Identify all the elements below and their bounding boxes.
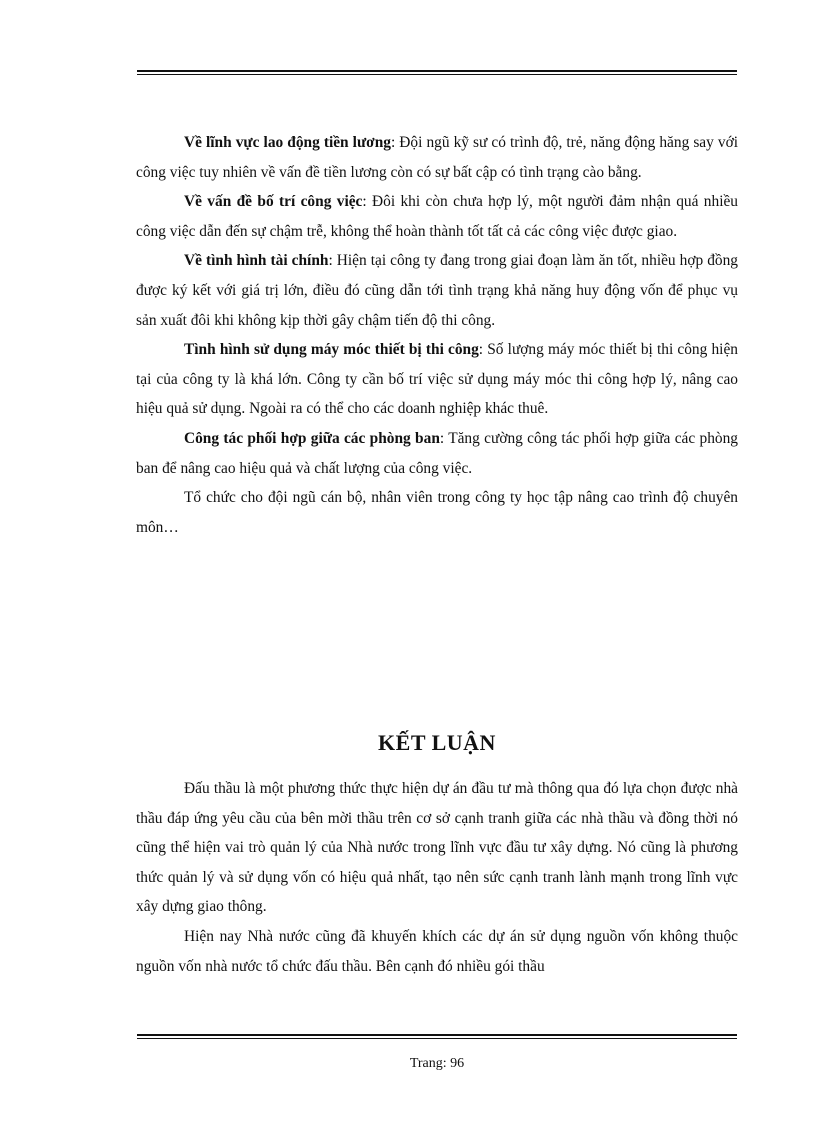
recommendations-section (136, 128, 738, 542)
paragraph-lead: Về lĩnh vực lao động tiền lương (184, 134, 391, 151)
conclusion-paragraph: Hiện nay Nhà nước cũng đã khuyến khích các dự án sử dụng nguồn vốn không thuộc nguồn vốn nhà nước tổ chức đấu thầu. Bên cạnh đó nhiều gói thầu (136, 927, 738, 975)
conclusion-heading: KẾT LUẬN (378, 730, 496, 755)
paragraph-lead: Tình hình sử dụng máy móc thiết bị thi công (184, 341, 479, 359)
header-rule (137, 70, 737, 75)
paragraph-body: : Tăng cường công tác phối hợp giữa các phòng ban để nâng cao hiệu quả và chất lượng của công việc. (136, 429, 738, 477)
paragraph-body: : Hiện tại công ty đang trong giai đoạn làm ăn tốt, nhiều hợp đồng được ký kết với giá trị lớn, điều đó cũng dẫn tới tình trạng khả năng huy động vốn để phục vụ sản xuất đôi khi không kịp thời gây chậm tiến độ thi công. (136, 252, 739, 329)
paragraph-body: : Đôi khi còn chưa hợp lý, một người đảm nhận quá nhiều công việc dẫn đến sự chậm trễ, không thể hoàn thành tốt tất cả các công việc được giao. (136, 193, 738, 240)
paragraph (136, 483, 738, 542)
paragraph (136, 246, 738, 335)
paragraph (136, 424, 738, 483)
paragraph (136, 335, 738, 424)
paragraph-body: : Đội ngũ kỹ sư có trình độ, trẻ, năng động hăng say với công việc tuy nhiên về vấn đề tiền lương còn có sự bất cập có tình trạng cào bằng. (136, 134, 738, 181)
paragraph-lead: Về tình hình tài chính (184, 252, 329, 270)
footer-rule (137, 1034, 737, 1039)
paragraph (136, 128, 738, 187)
conclusion-paragraph: Đấu thầu là một phương thức thực hiện dự án đầu tư mà thông qua đó lựa chọn được nhà thầu đáp ứng yêu cầu của bên mời thầu trên cơ sở cạnh tranh giữa các nhà thầu và đồng thời nó cũng thể hiện vai trò quản lý của Nhà nước trong lĩnh vực đầu tư xây dựng. Nó cũng là phương thức quản lý và sử dụng vốn có hiệu quả nhất, tạo nên sức cạnh tranh lành mạnh trong lĩnh vực xây dựng giao thông. (136, 780, 738, 916)
paragraph (136, 187, 738, 246)
page-number: Trang: 96 (409, 1056, 465, 1071)
paragraph-lead: Về vấn đề bố trí công việc (184, 193, 363, 211)
paragraph-body: : Số lượng máy móc thiết bị thi công hiện tại của công ty là khá lớn. Công ty cần bố trí việc sử dụng máy móc thi công hợp lý, nâng cao hiệu quả sử dụng. Ngoài ra có thể cho các doanh nghiệp khác thuê. (136, 341, 738, 418)
paragraph-body: Tổ chức cho đội ngũ cán bộ, nhân viên trong công ty học tập nâng cao trình độ chuyên môn… (136, 489, 738, 536)
paragraph-lead: Công tác phối hợp giữa các phòng ban (184, 429, 440, 447)
conclusion-section (136, 774, 738, 981)
